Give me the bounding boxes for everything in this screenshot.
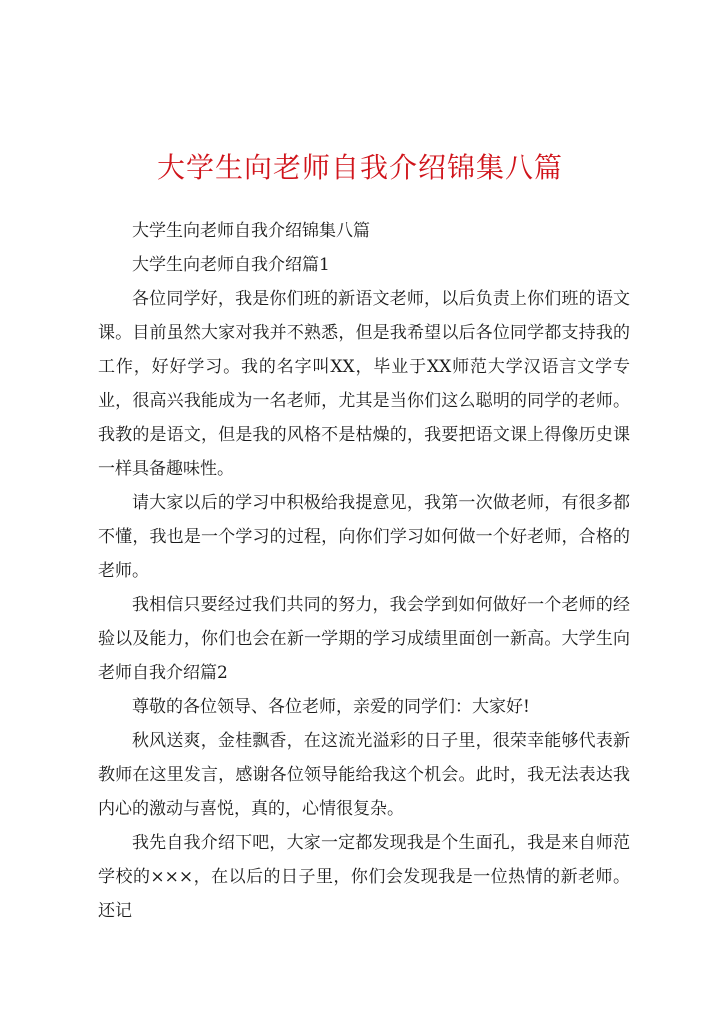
paragraph: 我相信只要经过我们共同的努力，我会学到如何做好一个老师的经验以及能力，你们也会在新一学期的学习成绩里面创一新高。大学生向老师自我介绍篇2 — [98, 595, 630, 683]
document-title: 大学生向老师自我介绍锦集八篇 — [156, 151, 563, 184]
paragraph: 大学生向老师自我介绍锦集八篇 — [132, 221, 370, 241]
paragraph: 我先自我介绍下吧，大家一定都发现我是个生面孔，我是来自师范学校的×××，在以后的日子里，你们会发现我是一位热情的新老师。还记 — [98, 833, 630, 921]
section-heading: 大学生向老师自我介绍篇1 — [132, 255, 330, 275]
paragraph: 请大家以后的学习中积极给我提意见，我第一次做老师，有很多都不懂，我也是一个学习的过程，向你们学习如何做一个好老师，合格的老师。 — [98, 493, 630, 581]
paragraph: 尊敬的各位领导、各位老师，亲爱的同学们：大家好! — [132, 697, 530, 717]
document-body — [98, 214, 630, 928]
paragraph: 各位同学好，我是你们班的新语文老师，以后负责上你们班的语文课。目前虽然大家对我并不熟悉，但是我希望以后各位同学都支持我的工作，好好学习。我的名字叫XX，毕业于XX师范大学汉语言文学专业，很高兴我能成为一名老师，尤其是当你们这么聪明的同学的老师。我教的是语文，但是我的风格不是枯燥的，我要把语文课上得像历史课一样具备趣味性。 — [98, 289, 630, 479]
paragraph: 秋风送爽，金桂飘香，在这流光溢彩的日子里，很荣幸能够代表新教师在这里发言，感谢各位领导能给我这个机会。此时，我无法表达我内心的激动与喜悦，真的，心情很复杂。 — [98, 731, 630, 819]
